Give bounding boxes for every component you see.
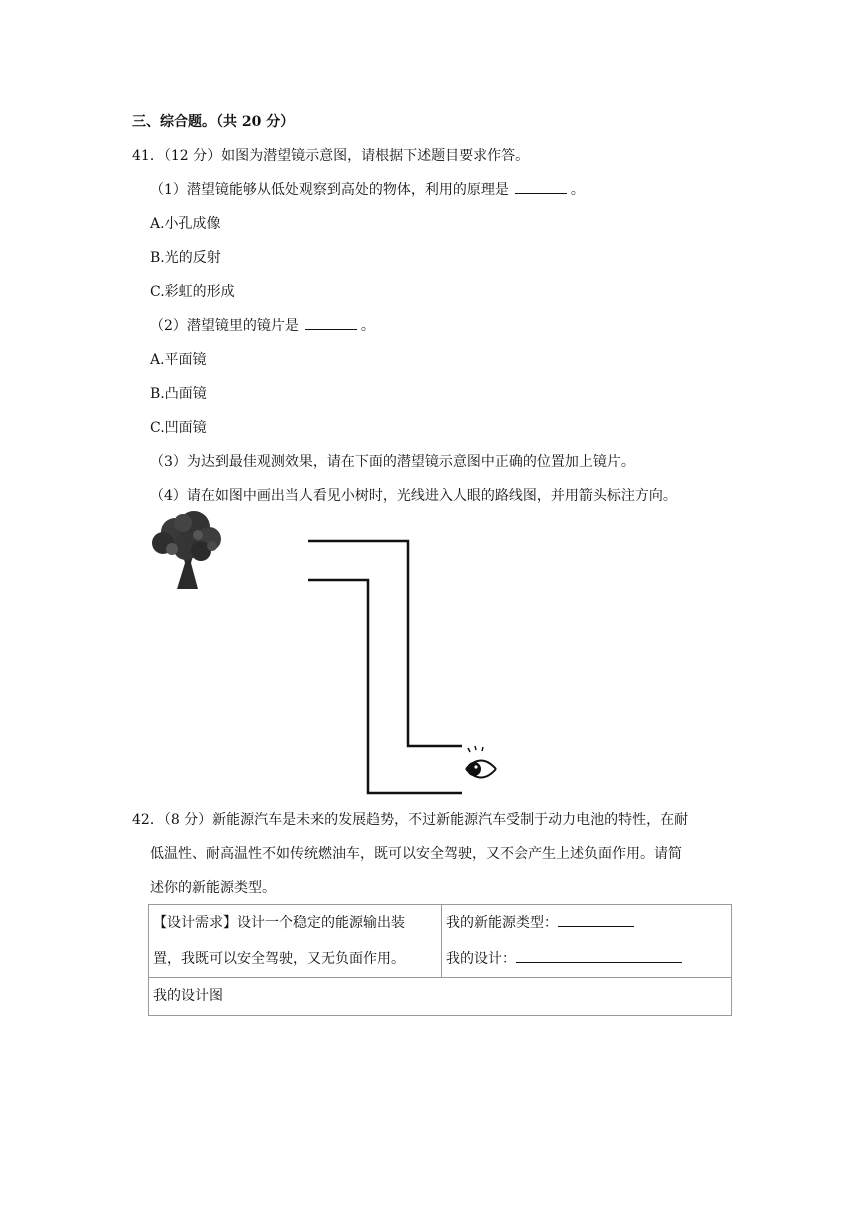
option-b: B.凸面镜 [150,386,207,402]
option-c: C.凹面镜 [150,420,207,436]
option-a: A.平面镜 [150,352,207,368]
q41-stem: 41．（12 分）如图为潜望镜示意图，请根据下述题目要求作答。 [132,148,530,164]
option-c: C.彩虹的形成 [150,284,235,300]
q41-sub2-text: （2）潜望镜里的镜片是 [150,318,299,334]
q41-sub1-end: 。 [570,182,585,198]
energy-type-label: 我的新能源类型： [446,915,558,931]
tree-icon [152,511,221,589]
requirement-line: 置，我既可以安全驾驶，又无负面作用。 [153,951,405,967]
q41-sub2-end: 。 [360,318,375,334]
option-b: B.光的反射 [150,250,221,266]
option-a: A.小孔成像 [150,216,221,232]
my-design-blank[interactable] [516,950,682,963]
periscope-outline [308,541,462,793]
design-table [148,904,732,1016]
q41-sub1-text: （1）潜望镜能够从低处观察到高处的物体，利用的原理是 [150,182,509,198]
answer-cell [442,905,732,978]
design-diagram-label: 我的设计图 [153,988,223,1004]
energy-type-row [446,905,727,941]
requirement-line: 【设计需求】设计一个稳定的能源输出装 [153,915,405,931]
my-design-label: 我的设计： [446,951,516,967]
q42-line3: 述你的新能源类型。 [150,880,276,896]
my-design-row [446,941,727,977]
q41-sub4: （4）请在如图中画出当人看见小树时，光线进入人眼的路线图，并用箭头标注方向。 [150,488,677,504]
energy-type-blank[interactable] [558,914,634,927]
q42-line2: 低温性、耐高温性不如传统燃油车，既可以安全驾驶，又不会产生上述负面作用。请简 [150,846,682,862]
q42-line1: 42．（8 分）新能源汽车是未来的发展趋势，不过新能源汽车受制于动力电池的特性，在耐 [132,812,689,828]
design-requirement-cell [149,905,442,978]
eye-icon [466,746,496,778]
section-heading: 三、综合题。（共 20 分） [132,114,295,130]
q41-sub3: （3）为达到最佳观测效果，请在下面的潜望镜示意图中正确的位置加上镜片。 [150,454,635,470]
design-diagram-cell[interactable] [149,978,732,1016]
